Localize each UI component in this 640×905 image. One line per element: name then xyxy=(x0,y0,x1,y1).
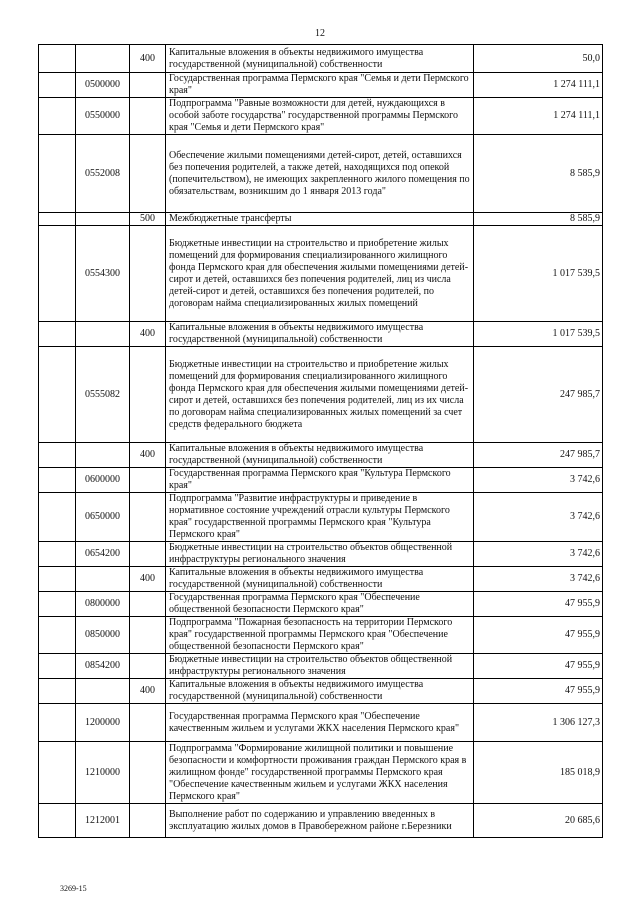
row-expense-type xyxy=(130,98,166,135)
row-code: 0654200 xyxy=(76,542,130,567)
blank-cell xyxy=(39,542,76,567)
blank-cell xyxy=(39,654,76,679)
row-code xyxy=(76,322,130,347)
blank-cell xyxy=(39,742,76,804)
blank-cell xyxy=(39,704,76,742)
table-row xyxy=(39,322,603,347)
blank-cell xyxy=(39,45,76,73)
row-code: 1200000 xyxy=(76,704,130,742)
row-name: Подпрограмма "Развитие инфраструктуры и приведение в нормативное состояние учреждений отрасли культуры Пермского края" государственной программы Пермского края "Культура Пермского края" xyxy=(166,493,474,542)
budget-table xyxy=(38,44,603,838)
row-expense-type: 400 xyxy=(130,443,166,468)
row-amount: 50,0 xyxy=(474,45,603,73)
row-expense-type xyxy=(130,73,166,98)
blank-cell xyxy=(39,322,76,347)
page-number: 12 xyxy=(315,28,325,39)
row-amount: 1 274 111,1 xyxy=(474,73,603,98)
blank-cell xyxy=(39,592,76,617)
row-name: Государственная программа Пермского края "Обеспечение общественной безопасности Пермского края" xyxy=(166,592,474,617)
table-row xyxy=(39,135,603,213)
row-amount: 247 985,7 xyxy=(474,347,603,443)
row-amount: 8 585,9 xyxy=(474,135,603,213)
row-name: Государственная программа Пермского края "Культура Пермского края" xyxy=(166,468,474,493)
row-amount: 20 685,6 xyxy=(474,804,603,838)
row-expense-type: 400 xyxy=(130,567,166,592)
row-name: Подпрограмма "Равные возможности для детей, нуждающихся в особой заботе государства" государственной программы Пермского края "Семья и дети Пермского края" xyxy=(166,98,474,135)
row-name: Подпрограмма "Формирование жилищной политики и повышение безопасности и комфортности проживания граждан Пермского края в жилищном фонде" государственной программы Пермского края "Обеспечение качественным жильем и услугами ЖКХ населения Пермского края" xyxy=(166,742,474,804)
table-row xyxy=(39,226,603,322)
table-row xyxy=(39,679,603,704)
row-amount: 47 955,9 xyxy=(474,617,603,654)
blank-cell xyxy=(39,617,76,654)
row-expense-type xyxy=(130,654,166,679)
blank-cell xyxy=(39,213,76,226)
row-name: Капитальные вложения в объекты недвижимого имущества государственной (муниципальной) собственности xyxy=(166,45,474,73)
blank-cell xyxy=(39,347,76,443)
row-code: 1210000 xyxy=(76,742,130,804)
row-name: Капитальные вложения в объекты недвижимого имущества государственной (муниципальной) собственности xyxy=(166,679,474,704)
row-amount: 185 018,9 xyxy=(474,742,603,804)
table-row xyxy=(39,468,603,493)
row-expense-type: 400 xyxy=(130,322,166,347)
table-row xyxy=(39,567,603,592)
table-row xyxy=(39,654,603,679)
row-expense-type xyxy=(130,704,166,742)
row-amount: 47 955,9 xyxy=(474,654,603,679)
row-code xyxy=(76,679,130,704)
row-name: Подпрограмма "Пожарная безопасность на территории Пермского края" государственной программы Пермского края "Обеспечение общественной безопасности Пермского края" xyxy=(166,617,474,654)
blank-cell xyxy=(39,493,76,542)
row-code xyxy=(76,213,130,226)
row-amount: 1 017 539,5 xyxy=(474,322,603,347)
row-name: Обеспечение жилыми помещениями детей-сирот, детей, оставшихся без попечения родителей, а также детей, находящихся под опекой (попечительством), не имеющих закрепленного жилого помещения по обязательствам, возникшим до 1 января 2013 года" xyxy=(166,135,474,213)
blank-cell xyxy=(39,679,76,704)
row-amount: 3 742,6 xyxy=(474,542,603,567)
row-code xyxy=(76,443,130,468)
row-amount: 247 985,7 xyxy=(474,443,603,468)
table-row xyxy=(39,443,603,468)
row-expense-type xyxy=(130,468,166,493)
blank-cell xyxy=(39,804,76,838)
table-row xyxy=(39,804,603,838)
row-expense-type xyxy=(130,742,166,804)
row-amount: 3 742,6 xyxy=(474,493,603,542)
blank-cell xyxy=(39,73,76,98)
row-code: 0600000 xyxy=(76,468,130,493)
row-expense-type xyxy=(130,542,166,567)
row-name: Капитальные вложения в объекты недвижимого имущества государственной (муниципальной) собственности xyxy=(166,443,474,468)
row-expense-type xyxy=(130,347,166,443)
blank-cell xyxy=(39,567,76,592)
table-row xyxy=(39,742,603,804)
row-code: 0552008 xyxy=(76,135,130,213)
table-row xyxy=(39,98,603,135)
row-code: 0650000 xyxy=(76,493,130,542)
row-code xyxy=(76,567,130,592)
row-code: 0850000 xyxy=(76,617,130,654)
table-row xyxy=(39,73,603,98)
table-row xyxy=(39,347,603,443)
row-name: Выполнение работ по содержанию и управлению введенных в эксплуатацию жилых домов в Правобережном районе г.Березники xyxy=(166,804,474,838)
row-code xyxy=(76,45,130,73)
row-code: 0500000 xyxy=(76,73,130,98)
row-code: 0555082 xyxy=(76,347,130,443)
row-name: Бюджетные инвестиции на строительство объектов общественной инфраструктуры регионального значения xyxy=(166,542,474,567)
table-row xyxy=(39,493,603,542)
table-row xyxy=(39,617,603,654)
blank-cell xyxy=(39,98,76,135)
blank-cell xyxy=(39,443,76,468)
budget-table-body xyxy=(39,45,603,838)
row-amount: 8 585,9 xyxy=(474,213,603,226)
row-expense-type: 500 xyxy=(130,213,166,226)
table-row xyxy=(39,704,603,742)
row-expense-type xyxy=(130,493,166,542)
row-expense-type: 400 xyxy=(130,45,166,73)
row-name: Государственная программа Пермского края "Обеспечение качественным жильем и услугами ЖКХ населения Пермского края" xyxy=(166,704,474,742)
row-amount: 1 306 127,3 xyxy=(474,704,603,742)
blank-cell xyxy=(39,468,76,493)
row-amount: 1 017 539,5 xyxy=(474,226,603,322)
row-name: Межбюджетные трансферты xyxy=(166,213,474,226)
row-code: 0550000 xyxy=(76,98,130,135)
row-name: Бюджетные инвестиции на строительство объектов общественной инфраструктуры регионального значения xyxy=(166,654,474,679)
row-amount: 3 742,6 xyxy=(474,468,603,493)
row-amount: 1 274 111,1 xyxy=(474,98,603,135)
row-expense-type xyxy=(130,592,166,617)
row-code: 0854200 xyxy=(76,654,130,679)
blank-cell xyxy=(39,135,76,213)
row-code: 0554300 xyxy=(76,226,130,322)
row-amount: 3 742,6 xyxy=(474,567,603,592)
row-name: Государственная программа Пермского края "Семья и дети Пермского края" xyxy=(166,73,474,98)
row-amount: 47 955,9 xyxy=(474,592,603,617)
row-name: Бюджетные инвестиции на строительство и приобретение жилых помещений для формирования специализированного жилищного фонда Пермского края для обеспечения жилыми помещениями детей-сирот и детей, оставшихся без попечения родителей, лиц из числа детей-сирот и детей, оставшихся без попечения родителей, по договорам найма специализированных жилых помещений xyxy=(166,226,474,322)
row-expense-type xyxy=(130,226,166,322)
footer-document-code: 3269-15 xyxy=(60,884,87,893)
row-expense-type xyxy=(130,135,166,213)
table-row xyxy=(39,213,603,226)
row-amount: 47 955,9 xyxy=(474,679,603,704)
table-row xyxy=(39,592,603,617)
row-expense-type xyxy=(130,617,166,654)
row-name: Капитальные вложения в объекты недвижимого имущества государственной (муниципальной) собственности xyxy=(166,322,474,347)
row-name: Капитальные вложения в объекты недвижимого имущества государственной (муниципальной) собственности xyxy=(166,567,474,592)
table-row xyxy=(39,45,603,73)
row-expense-type: 400 xyxy=(130,679,166,704)
table-row xyxy=(39,542,603,567)
row-name: Бюджетные инвестиции на строительство и приобретение жилых помещений для формирования специализированного жилищного фонда Пермского края для обеспечения жилыми помещениями детей-сирот и детей, оставшихся без попечения родителей, лиц из их числа по договорам найма специализированных жилых помещений за счет средств федерального бюджета xyxy=(166,347,474,443)
row-expense-type xyxy=(130,804,166,838)
blank-cell xyxy=(39,226,76,322)
row-code: 0800000 xyxy=(76,592,130,617)
row-code: 1212001 xyxy=(76,804,130,838)
